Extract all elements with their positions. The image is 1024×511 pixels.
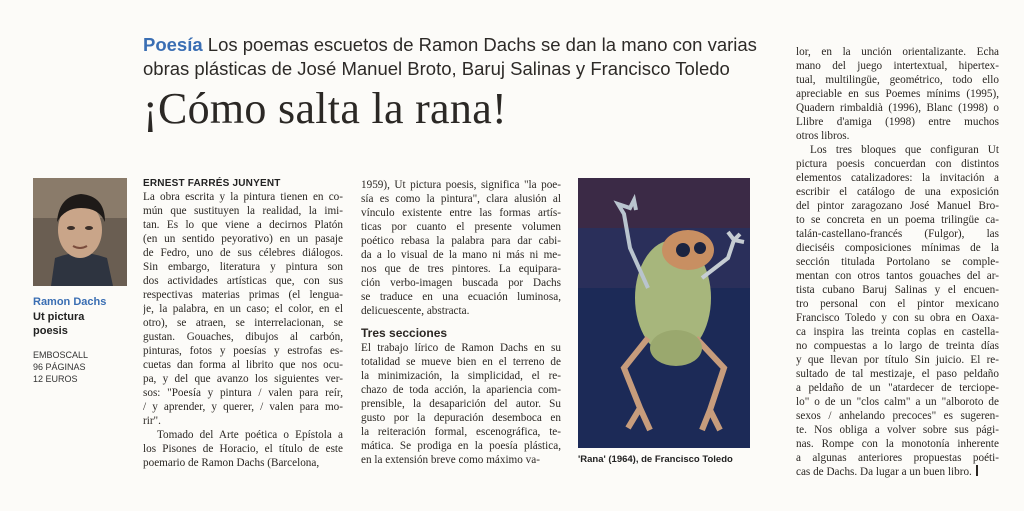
text-line: ticas por cuanto el presente volumen [361,221,561,233]
text-line: sección titulada Portolano se comple- [796,256,999,268]
text-line: se traduce en una ecuación luminosa, [361,291,561,303]
text-line: to se concreta en un poema trilingüe ca- [796,214,999,226]
artwork-image [578,178,750,448]
kicker-line-2: obras plásticas de José Manuel Broto, Baruj Salinas y Francisco Toledo [143,58,730,79]
artwork-caption: 'Rana' (1964), de Francisco Toledo [578,454,733,465]
text-line: lo" o de un "clos calm" a un "alboroto de [796,396,999,408]
text-line: ción verbo-imagen buscada por Dachs [361,277,561,289]
text-line: mática. Se prodiga en la poesía plástica, [361,440,561,452]
text-line: otro), se atraen, se interrelacionan, se [143,317,343,329]
headline: ¡Cómo salta la rana! [143,84,507,133]
text-line: la reiteración formal, escenográfica, te- [361,426,561,438]
text-line: poético rebasa la palabra para dar cabi- [361,235,561,247]
article-kicker [143,33,773,81]
text-line: Quadern rimbaldià (1996), Blanc (1998) o [796,102,999,114]
text-line: Los tres bloques que configuran Ut [810,144,999,156]
text-line: / y aprender, y querer, / valen para mo- [143,401,343,413]
text-line: 1959), Ut pictura poesis, significa "la poe- [361,179,561,191]
text-line: del pintor zaragozano José Manuel Bro- [796,200,999,212]
paragraph-1 [796,45,999,143]
end-of-article-mark [976,465,978,476]
text-line: a peldaño de un "atardecer de terciope- [796,382,999,394]
author-photo [33,178,127,286]
text-line: pinturas, fotos y poesías y estrofas es- [143,345,343,357]
text-line: gusto por la depuración desemboca en [361,412,561,424]
text-line: rir". [143,415,161,427]
text-line: elementos catalizadores: la invitación a [796,172,999,184]
sidebar-publication-info [33,349,128,385]
text-line: otros libros. [796,130,850,142]
text-line: no compuestas a lo largo de treinta días [796,340,999,352]
text-line: y que llevan por título Sin juicio. El re- [796,354,999,366]
section-label: Poesía [143,34,203,55]
text-line: sultado de tal mestizaje, el paso peldaño [796,368,999,380]
text-line: sexos / anhelando precoces" es sugeren- [796,410,999,422]
text-line: tro personal con el pintor mexicano [796,298,999,310]
text-line: pictura poesis concuerdan con distintos [796,158,999,170]
text-line: dos actividades artísticas que, con sus [143,275,343,287]
text-line: te. Nos obliga a volver sobre sus pági- [796,424,999,436]
text-line: a algunas anteriores propuestas poéti- [796,452,999,464]
sidebar-book-title [33,310,128,338]
page-count: 96 PÁGINAS [33,362,86,372]
text-line: tan. Es lo que viene a decirnos Platón [143,219,343,231]
text-line: (en un sentido peyorativo) en un pasaje [143,233,343,245]
text-line: mano del juego intertextual, hipertex- [796,60,999,72]
text-line: cuetas dan forma al librito que nos ocu- [143,359,343,371]
article-column-1 [143,190,343,470]
text-line: je, la palabra, en un caso; el color, en el [143,303,343,315]
text-line: mentan con otros tantos gouaches del ar- [796,270,999,282]
text-line: Francisco Toledo y con su obra en Oaxa- [796,312,999,324]
paragraph-2 [143,428,343,470]
text-line: vínculo existente entre las formas artís- [361,207,561,219]
text-line: da a lo visual de la mano ni más ni me- [361,249,561,261]
text-line: Tomado del Arte poética o Epístola a [157,429,343,441]
paragraph-2 [796,143,999,479]
text-line: La obra escrita y la pintura tienen en co- [143,191,343,203]
text-line: cas de Dachs. Da lugar a un buen libro. [796,465,999,479]
text-line: en la extensión breve como máximo va- [361,454,540,466]
text-line: tual, multilingüe, geométrico, todo ello [796,74,999,86]
text-line: respectivas materias primas (el lengua- [143,289,343,301]
publisher: EMBOSCALL [33,350,89,360]
byline: ERNEST FARRÉS JUNYENT [143,178,281,189]
text-line: sía es como la pintura", clara alusión al [361,193,561,205]
text-line: la minimización, la simplicidad, el re- [361,370,561,382]
text-line: ca inspira las treinta coplas en castella- [796,326,999,338]
text-line: Llibre d'amiga (1998) entre muchos [796,116,999,128]
text-line: sos: "Poesía y pintura / valen para reír, [143,387,343,399]
text-line: escribir el catálogo de una exposición [796,186,999,198]
text-line: totalidad se mueve bien en el terreno de [361,356,561,368]
text-line: lor, en la unción orientalizante. Echa [796,46,999,58]
text-line: talán-castellano-francés (Fulgor), las [796,228,999,240]
frog-painting [578,178,750,448]
paragraph-1 [143,190,343,428]
text-line: poemario de Ramon Dachs (Barcelona, [143,457,320,469]
text-line: nos que de tres pintores. La equipara- [361,263,561,275]
text-line: tista cubano Baruj Salinas y el encuen- [796,284,999,296]
kicker-line-1: Los poemas escuetos de Ramon Dachs se dan la mano con varias [207,34,757,55]
book-title-line-2: poesis [33,325,68,337]
subheading: Tres secciones [361,326,448,340]
text-line: apreciable en sus Poemes mínims (1995), [796,88,999,100]
book-title-line-1: Ut pictura [33,311,85,323]
text-line: prensible, la desaparición del autor. Su [361,398,561,410]
text-line: los Pisones de Horacio, el título de este [143,443,343,455]
text-line: delicuescente, abstracta. [361,305,470,317]
text-line: chazo de toda acción, la apariencia com- [361,384,561,396]
text-line: pa, y del que avanzo los siguientes ver- [143,373,343,385]
price: 12 EUROS [33,374,78,384]
text-line: de Fedro, uno de sus célebres diálogos. [143,247,343,259]
article-column-4 [796,45,999,479]
text-line: Sin embargo, literatura y pintura son [143,261,343,273]
text-line: nas. Rompe con la monotonía inherente [796,438,999,450]
author-portrait-image [33,178,127,286]
text-line: El trabajo lírico de Ramon Dachs en su [361,342,561,354]
text-line: gustan. Gouaches, dibujos al carbón, [143,331,343,343]
article-column-2 [361,178,561,318]
sidebar-author-name: Ramon Dachs [33,296,107,308]
text-line: dieciséis composiciones mínimas de la [796,242,999,254]
text-line: mún que sustituyen la realidad, la imi- [143,205,343,217]
article-column-2-continued [361,341,561,467]
